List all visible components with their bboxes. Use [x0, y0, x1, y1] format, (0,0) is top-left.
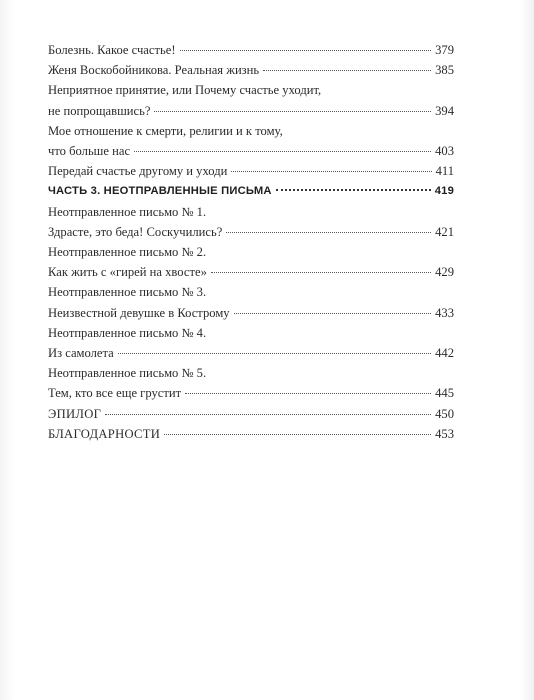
toc-entry-line	[48, 60, 454, 80]
toc-entry-title: Неотправленное письмо № 5.	[48, 366, 207, 381]
toc-entry-page-number: 379	[435, 43, 454, 57]
toc-entry-page-number: 403	[435, 144, 454, 159]
dot-leader	[263, 70, 431, 71]
toc-entry-page-number: 453	[435, 426, 454, 441]
toc-entry-line	[48, 80, 454, 100]
toc-entry-line	[48, 383, 454, 403]
toc-entry-pismo-3[interactable]	[48, 282, 454, 322]
toc-entry-pismo-4[interactable]	[48, 323, 454, 363]
toc-entry-title-continued: Здрасте, это беда! Соскучились?	[48, 224, 223, 239]
toc-entry-zhenya[interactable]	[48, 60, 454, 80]
toc-entry-line	[48, 343, 454, 363]
toc-entry-line	[48, 222, 454, 242]
toc-entry-title: Мое отношение к смерти, религии и к тому,	[48, 123, 283, 138]
toc-entry-line	[48, 242, 454, 262]
toc-entry-line	[48, 262, 454, 282]
toc-entry-line	[48, 121, 454, 141]
toc-entry-epilog[interactable]	[48, 404, 454, 424]
dot-leader	[234, 313, 432, 314]
toc-entry-line	[48, 202, 454, 222]
dot-leader	[164, 434, 431, 435]
dot-leader	[211, 272, 431, 273]
toc-entry-page-number: 385	[435, 63, 454, 78]
toc-entry-page-number: 429	[435, 265, 454, 280]
toc-entry-blagodarnosti[interactable]	[48, 424, 454, 444]
dot-leader	[226, 232, 431, 233]
toc-entry-pismo-5[interactable]	[48, 363, 454, 403]
toc-entry-title-continued: не попрощавшись?	[48, 103, 151, 118]
toc-entry-title: Неотправленное письмо № 2.	[48, 245, 207, 260]
toc-entry-page-number: 419	[434, 185, 454, 198]
toc-entry-line	[48, 161, 454, 181]
dot-leader	[276, 189, 431, 191]
dot-leader	[180, 50, 432, 51]
toc-entry-peredai-schastye[interactable]	[48, 161, 454, 181]
dot-leader	[231, 171, 431, 172]
toc-entry-page-number: 450	[435, 406, 454, 421]
toc-entry-bolezn[interactable]	[48, 40, 454, 60]
toc-entry-line	[48, 40, 454, 60]
toc-entry-title-continued: Неизвестной девушке в Кострому	[48, 305, 230, 320]
dot-leader	[105, 414, 431, 415]
toc-entry-line	[48, 181, 454, 201]
toc-entry-otnoshenie-k-smerti[interactable]	[48, 121, 454, 161]
toc-entry-line	[48, 404, 454, 424]
toc-entry-line	[48, 282, 454, 302]
toc-entry-title: Неотправленное письмо № 4.	[48, 325, 207, 340]
toc-entry-line	[48, 424, 454, 444]
toc-entry-title: БЛАГОДАРНОСТИ	[48, 426, 161, 441]
toc-part-heading[interactable]	[48, 181, 454, 201]
toc-entry-title: Неотправленное письмо № 1.	[48, 204, 207, 219]
toc-entry-page-number: 411	[435, 164, 454, 179]
dot-leader	[134, 151, 431, 152]
toc-entry-pismo-2[interactable]	[48, 242, 454, 282]
dot-leader	[118, 353, 431, 354]
toc-entry-nepriyatnoe-prinyatie[interactable]	[48, 80, 454, 120]
toc-entry-line	[48, 141, 454, 161]
dot-leader	[154, 111, 431, 112]
toc-entry-title-continued: Тем, кто все еще грустит	[48, 386, 182, 401]
toc-entry-line	[48, 363, 454, 383]
table-of-contents	[48, 40, 454, 444]
toc-part-title: ЧАСТЬ 3. НЕОТПРАВЛЕННЫЕ ПИСЬМА	[48, 185, 272, 198]
toc-entry-pismo-1[interactable]	[48, 202, 454, 242]
toc-entry-title: ЭПИЛОГ	[48, 406, 102, 421]
toc-entry-title-continued: Из самолета	[48, 346, 114, 361]
toc-entry-page-number: 442	[435, 346, 454, 361]
dot-leader	[185, 393, 431, 394]
toc-entry-title-continued: что больше нас	[48, 144, 131, 159]
toc-entry-title: Неприятное принятие, или Почему счастье уходит,	[48, 83, 322, 98]
toc-entry-page-number: 433	[435, 305, 454, 320]
toc-entry-line	[48, 323, 454, 343]
toc-entry-title-continued: Как жить с «гирей на хвосте»	[48, 265, 207, 280]
toc-entry-line	[48, 303, 454, 323]
toc-entry-page-number: 421	[435, 224, 454, 239]
toc-entry-title: Болезнь. Какое счастье!	[48, 43, 176, 57]
toc-entry-title: Передай счастье другому и уходи	[48, 164, 228, 179]
toc-entry-page-number: 445	[435, 386, 454, 401]
toc-entry-line	[48, 101, 454, 121]
toc-entry-page-number: 394	[435, 103, 454, 118]
toc-entry-title: Женя Воскобойникова. Реальная жизнь	[48, 63, 260, 78]
toc-entry-title: Неотправленное письмо № 3.	[48, 285, 207, 300]
